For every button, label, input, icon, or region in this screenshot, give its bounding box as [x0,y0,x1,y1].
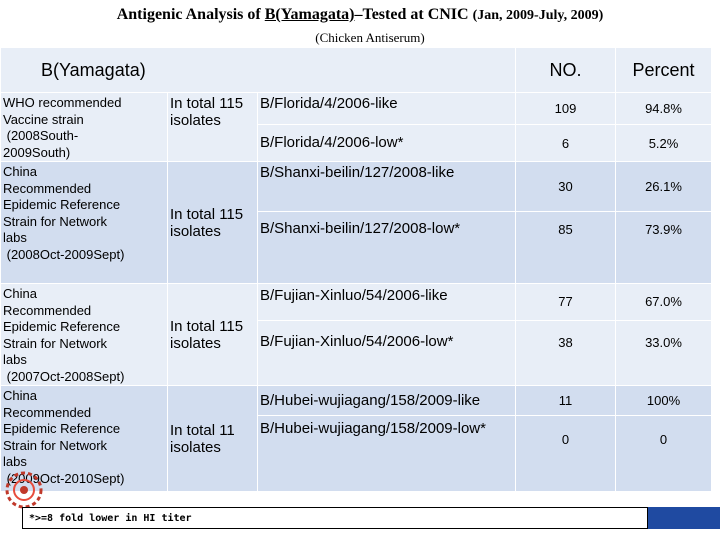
header-percent: Percent [616,48,712,93]
category-line: labs [3,230,27,245]
count-value: 38 [516,320,616,385]
virus-name: B/Fujian-Xinluo/54/2006-like [258,284,516,321]
category-line: 2009South) [3,144,71,160]
count-value: 11 [516,386,616,416]
antigenic-table [0,47,712,492]
category-line: China [3,164,37,179]
category-line: WHO recommended [3,95,122,110]
category-line: Strain for Network [3,213,108,229]
count-value: 77 [516,284,616,321]
total-line: isolates [170,438,221,456]
virus-name: B/Shanxi-beilin/127/2008-low* [258,212,516,284]
total-line: In total 115 [170,317,244,335]
slide-title [0,6,720,24]
title-underlined-strain: B(Yamagata) [264,6,355,23]
percent-value: 67.0% [616,284,712,321]
percent-value: 33.0% [616,320,712,385]
category-line: (2008Oct-2009Sept) [3,246,125,262]
count-value: 109 [516,93,616,125]
total-cell [168,162,258,284]
category-line: (2009Oct-2010Sept) [3,470,125,486]
category-line: Recommended [3,180,92,196]
title-middle: –Tested at CNIC [354,6,473,23]
decorative-stripe [648,507,720,529]
table-header-row [1,48,712,93]
total-cell [168,284,258,386]
total-line: In total 11 [170,421,235,439]
total-line: isolates [170,112,221,129]
category-line: China [3,388,37,403]
table-row [1,386,712,416]
category-line: Epidemic Reference [3,421,121,436]
slide-subtitle: (Chicken Antiserum) [315,30,425,45]
category-line: China [3,286,37,301]
total-cell [168,93,258,162]
category-line: (2007Oct-2008Sept) [3,368,125,384]
table-row [1,93,712,125]
category-line: Recommended [3,404,92,420]
category-line: labs [3,454,27,469]
footnote: *>=8 fold lower in HI titer [22,507,648,529]
category-line: Vaccine strain [3,111,84,127]
virus-name: B/Shanxi-beilin/127/2008-like [258,162,516,212]
percent-value: 5.2% [616,125,712,162]
virus-name: B/Fujian-Xinluo/54/2006-low* [258,320,516,385]
percent-value: 0 [616,416,712,492]
table-row [1,284,712,321]
title-prefix: Antigenic Analysis of [116,6,265,23]
total-line: In total 115 [170,205,244,223]
category-cell [1,162,168,284]
category-cell [1,93,168,162]
cnic-logo-icon [4,468,44,512]
count-value: 85 [516,212,616,284]
virus-name: B/Florida/4/2006-low* [258,125,516,162]
category-line: Epidemic Reference [3,319,121,334]
total-line: In total 115 [170,95,244,112]
percent-value: 73.9% [616,212,712,284]
category-line: Strain for Network [3,437,108,453]
count-value: 0 [516,416,616,492]
category-cell [1,284,168,386]
title-dates: (Jan, 2009-July, 2009) [472,8,604,23]
header-strain: B(Yamagata) [1,48,516,93]
header-no: NO. [516,48,616,93]
percent-value: 100% [616,386,712,416]
percent-value: 94.8% [616,93,712,125]
virus-name: B/Hubei-wujiagang/158/2009-low* [258,416,516,492]
table-row [1,162,712,212]
total-line: isolates [170,334,221,352]
category-line: Strain for Network [3,335,108,351]
category-line: (2008South- [3,128,79,143]
total-line: isolates [170,222,221,240]
virus-name: B/Florida/4/2006-like [258,93,516,125]
virus-name: B/Hubei-wujiagang/158/2009-like [258,386,516,416]
category-line: labs [3,352,27,367]
category-line: Recommended [3,302,92,318]
total-cell [168,386,258,492]
count-value: 30 [516,162,616,212]
percent-value: 26.1% [616,162,712,212]
count-value: 6 [516,125,616,162]
category-line: Epidemic Reference [3,197,121,212]
